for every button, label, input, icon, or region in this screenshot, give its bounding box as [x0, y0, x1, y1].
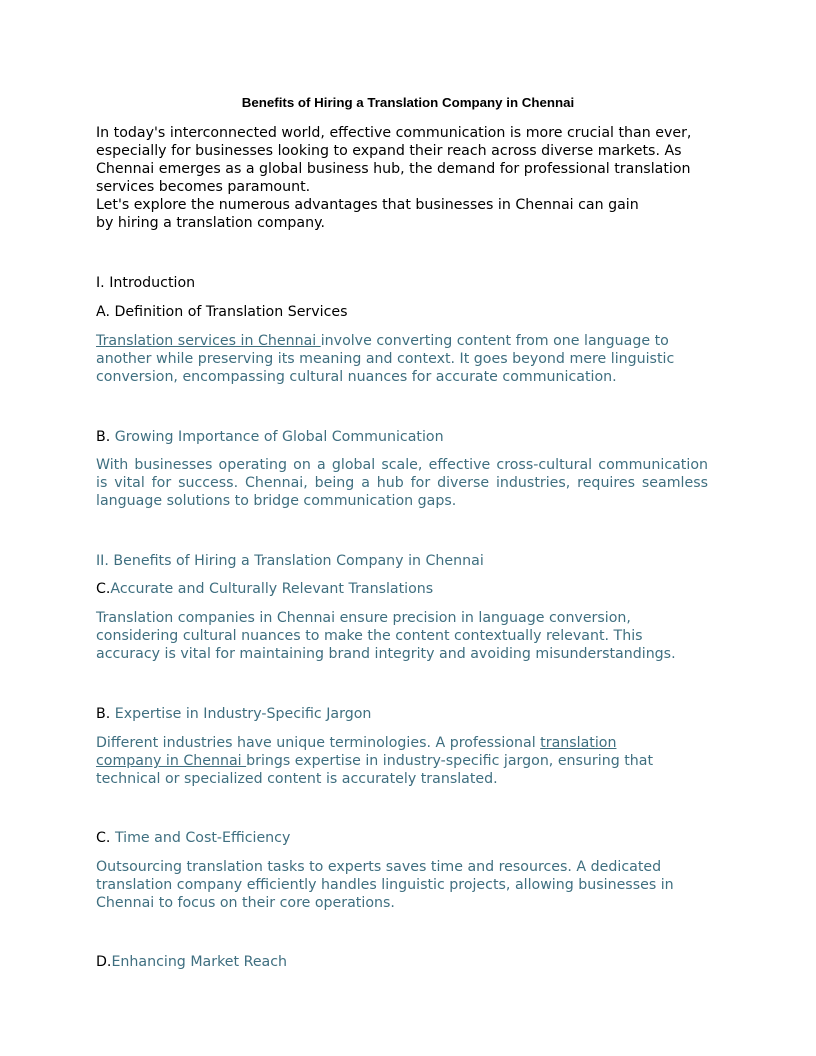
subheading-text: Time and Cost-Efficiency	[114, 830, 291, 846]
subheading-text: Enhancing Market Reach	[111, 954, 288, 970]
subheading-text: Growing Importance of Global Communication	[114, 429, 444, 445]
subheading-accurate-translations	[96, 580, 433, 598]
intro-line: Chennai emerges as a global business hub, the demand for professional translation	[96, 161, 691, 177]
subheading-global-communication	[96, 428, 444, 446]
subheading-definition	[96, 303, 348, 321]
translation-company-link[interactable]: company in Chennai	[96, 753, 247, 769]
paragraph-text: brings expertise in industry-specific jargon, ensuring that	[246, 753, 654, 769]
paragraph-line: conversion, encompassing cultural nuances for accurate communication.	[96, 369, 617, 385]
translation-company-link[interactable]: translation	[540, 735, 617, 751]
paragraph-line: considering cultural nuances to make the content contextually relevant. This	[96, 628, 643, 644]
intro-line: In today's interconnected world, effective communication is more crucial than ever,	[96, 125, 692, 141]
section-introduction-heading: I. Introduction	[96, 275, 196, 291]
paragraph-line: accuracy is vital for maintaining brand integrity and avoiding misunderstandings.	[96, 646, 676, 662]
intro-line: services becomes paramount.	[96, 179, 311, 195]
paragraph-line: Translation companies in Chennai ensure precision in language conversion,	[96, 610, 631, 626]
global-communication-paragraph: With businesses operating on a global scale, effective cross-cultural communication is vital for success. Chennai, being a hub for diverse industries, requires seamless language solutions to bridge communication gaps.	[96, 457, 708, 509]
subheading-letter: C.	[96, 830, 111, 846]
intro-line: especially for businesses looking to expand their reach across diverse markets. As	[96, 143, 682, 159]
paragraph-line: Outsourcing translation tasks to experts saves time and resources. A dedicated	[96, 859, 662, 875]
section-benefits-heading: II. Benefits of Hiring a Translation Company in Chennai	[96, 553, 484, 569]
paragraph-line: technical or specialized content is accurately translated.	[96, 771, 498, 787]
subheading-industry-jargon	[96, 705, 371, 723]
intro-line: Let's explore the numerous advantages that businesses in Chennai can gain	[96, 197, 639, 213]
subheading-letter: C.	[96, 581, 111, 597]
intro-line: by hiring a translation company.	[96, 215, 326, 231]
subheading-letter: B.	[96, 706, 111, 722]
translation-services-link[interactable]: Translation services in Chennai	[96, 333, 321, 349]
intro-paragraph	[96, 124, 720, 232]
subheading-text: Accurate and Culturally Relevant Translations	[110, 581, 434, 597]
subheading-letter: B.	[96, 429, 111, 445]
document-title: Benefits of Hiring a Translation Company in Chennai	[241, 95, 575, 110]
subheading-letter: A.	[96, 304, 110, 320]
definition-paragraph	[96, 332, 720, 386]
paragraph-line: another while preserving its meaning and context. It goes beyond mere linguistic	[96, 351, 675, 367]
paragraph-line: translation company efficiently handles linguistic projects, allowing businesses in	[96, 877, 674, 893]
subheading-market-reach	[96, 953, 287, 971]
subheading-letter: D.	[96, 954, 112, 970]
paragraph-text: involve converting content from one language to	[320, 333, 669, 349]
subheading-text: Definition of Translation Services	[114, 304, 348, 320]
paragraph-line: Chennai to focus on their core operations.	[96, 895, 395, 911]
accurate-translations-paragraph	[96, 609, 720, 663]
paragraph-text: Different industries have unique terminologies. A professional	[96, 735, 541, 751]
subheading-time-cost	[96, 829, 290, 847]
subheading-text: Expertise in Industry-Specific Jargon	[114, 706, 372, 722]
industry-jargon-paragraph	[96, 734, 720, 788]
time-cost-paragraph	[96, 858, 720, 912]
